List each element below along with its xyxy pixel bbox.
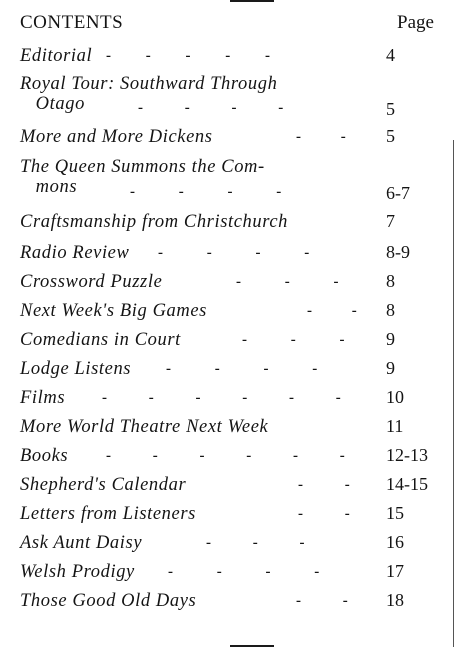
- entry-title: Crossword Puzzle: [20, 272, 163, 292]
- entry-page: 14-15: [386, 474, 428, 494]
- entry-title: More and More Dickens: [20, 127, 213, 147]
- dot-leaders: - -: [298, 506, 350, 522]
- contents-entry: [20, 443, 450, 472]
- entry-title: More World Theatre Next Week: [20, 417, 269, 437]
- contents-entry: [20, 155, 450, 209]
- entry-page: 5: [386, 126, 395, 146]
- entry-page: 6-7: [386, 183, 410, 203]
- contents-entry: [20, 240, 450, 269]
- entry-title: Radio Review: [20, 243, 130, 263]
- dot-leaders: - -: [296, 129, 346, 145]
- entry-title: Next Week's Big Games: [20, 301, 207, 321]
- entry-page: 7: [386, 211, 395, 231]
- entry-page: 11: [386, 416, 404, 436]
- dot-leaders: - - - -: [138, 100, 284, 116]
- dot-leaders: - -: [307, 303, 357, 319]
- entry-title: The Queen Summons the Com- mons: [20, 157, 265, 197]
- contents-entry: [20, 209, 450, 240]
- entry-title: Lodge Listens: [20, 359, 132, 379]
- contents-entry: [20, 530, 450, 559]
- entry-page: 8: [386, 300, 395, 320]
- entry-title: Editorial: [20, 46, 93, 66]
- entry-title: Books: [20, 446, 69, 466]
- entry-page: 9: [386, 329, 395, 349]
- entry-page: 18: [386, 590, 404, 610]
- contents-entry: [20, 71, 450, 125]
- entry-title: Films: [20, 388, 66, 408]
- contents-entry: [20, 501, 450, 530]
- entry-title: Royal Tour: Southward Through Otago: [20, 74, 278, 114]
- contents-entry: [20, 588, 450, 617]
- contents-entry: [20, 327, 450, 356]
- dot-leaders: - - -: [242, 332, 345, 348]
- entry-page: 12-13: [386, 445, 428, 465]
- contents-header: [20, 12, 445, 36]
- entry-page: 9: [386, 358, 395, 378]
- entry-page: 4: [386, 45, 395, 65]
- entry-title: Letters from Listeners: [20, 504, 196, 524]
- contents-entry: [20, 298, 450, 327]
- contents-entry: [20, 356, 450, 385]
- top-rule: [230, 0, 274, 2]
- dot-leaders: - - -: [236, 274, 339, 290]
- dot-leaders: - - - -: [130, 184, 282, 200]
- entry-page: 8-9: [386, 242, 410, 262]
- entry-title: Welsh Prodigy: [20, 562, 135, 582]
- entry-title: Those Good Old Days: [20, 591, 197, 611]
- entry-page: 10: [386, 387, 404, 407]
- contents-entry: [20, 269, 450, 298]
- entry-title: Shepherd's Calendar: [20, 475, 187, 495]
- contents-entry: [20, 472, 450, 501]
- contents-list: [20, 40, 450, 617]
- entry-page: 16: [386, 532, 404, 552]
- contents-entry: [20, 559, 450, 588]
- contents-entry: [20, 125, 450, 155]
- dot-leaders: - -: [298, 477, 350, 493]
- page-column-label: Page: [397, 12, 434, 33]
- dot-leaders: - - - - - -: [102, 390, 341, 406]
- dot-leaders: - - - - - -: [106, 448, 345, 464]
- entry-title: Ask Aunt Daisy: [20, 533, 143, 553]
- dot-leaders: - - - -: [166, 361, 318, 377]
- entry-page: 5: [386, 99, 395, 119]
- contents-title: CONTENTS: [20, 12, 124, 33]
- entry-page: 8: [386, 271, 395, 291]
- contents-entry: [20, 385, 450, 414]
- dot-leaders: - - - - -: [106, 48, 270, 64]
- entry-page: 15: [386, 503, 404, 523]
- entry-title: Comedians in Court: [20, 330, 181, 350]
- contents-entry: [20, 414, 450, 443]
- dot-leaders: - - -: [206, 535, 305, 551]
- entry-title: Craftsmanship from Christchurch: [20, 212, 289, 232]
- dot-leaders: - - - -: [158, 245, 310, 261]
- column-rule: [453, 140, 454, 647]
- contents-entry: [20, 40, 450, 71]
- entry-page: 17: [386, 561, 404, 581]
- dot-leaders: - - - -: [168, 564, 320, 580]
- dot-leaders: - -: [296, 593, 348, 609]
